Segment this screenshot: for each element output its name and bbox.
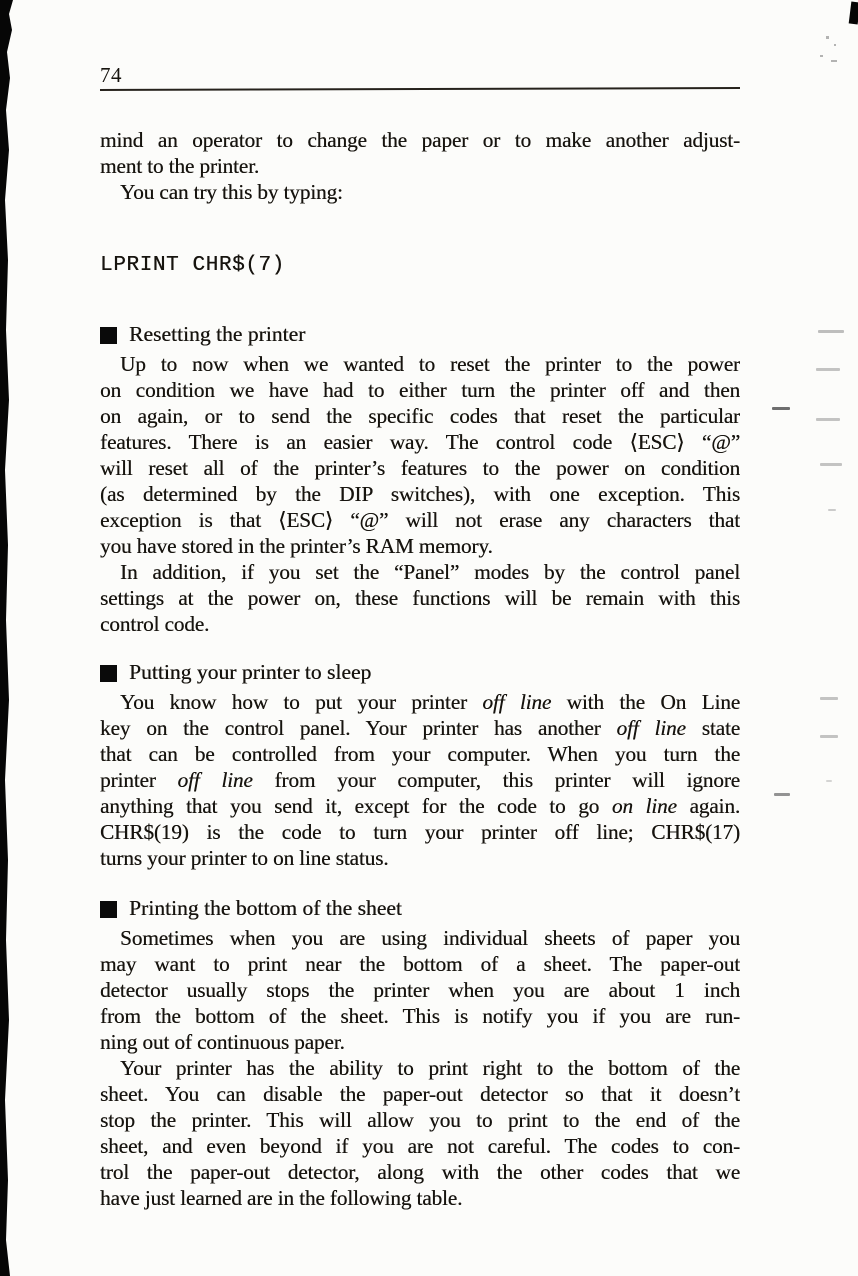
paragraph: Up to now when we wanted to reset the printer to the power on condition we have had to either turn the printer off and then on again, or to send the specific codes that reset the particular features. There is an easier way. The control code ⟨ESC⟩ “@” will reset all of the printer’s features to the power on condition (as determined by the DIP switches), with one exception. This exception is that ⟨ESC⟩ “@” will not erase any characters that you have stored in the printer’s RAM memory. [100,352,740,558]
page-content [100,62,740,1211]
scan-dash [816,368,840,371]
scan-dash [820,697,838,700]
section-putting-printer-to-sleep [100,657,740,871]
section-heading [100,319,740,349]
paragraph: Your printer has the ability to print right to the bottom of the sheet. You can disable the paper-out detector so that it doesn’t stop the printer. This will allow you to print to the end of the sheet, and even beyond if you are not careful. The codes to con- trol the paper-out detector, along with the other codes that we have just learned are in the following table. [100,1056,740,1210]
section-title: Putting your printer to sleep [129,660,372,684]
scan-dash [774,793,790,796]
section-title: Resetting the printer [129,322,306,346]
scan-dash [828,509,836,511]
section-title: Printing the bottom of the sheet [129,896,402,920]
scan-dash [818,330,844,333]
paragraph: You know how to put your printer off line with the On Line key on the control panel. Your printer has another off line state that can be controlled from your computer. When you turn the printer off line from your computer, this printer will ignore anything that you send it, except for the code to go on line again. CHR$(19) is the code to turn your printer off line; CHR$(17) turns your printer to on line status. [100,690,740,870]
section-bullet-icon [100,327,117,344]
section-bullet-icon [100,665,117,682]
section-heading [100,893,740,923]
paragraph-continued: mind an operator to change the paper or to make another adjust- ment to the printer. [100,128,740,178]
paragraph: In addition, if you set the “Panel” modes by the control panel settings at the power on, these functions will be remain with this control code. [100,560,740,636]
section-resetting-the-printer [100,319,740,637]
code-line: LPRINT CHR$(7) [100,254,285,277]
scan-speck [834,44,836,46]
binding-edge-artifact [0,0,16,1276]
scan-corner-artifact [849,2,858,25]
scan-dash [826,780,832,782]
page-number: 74 [100,63,122,87]
page-header [100,62,740,91]
paragraph: Sometimes when you are using individual sheets of paper you may want to print near the bottom of a sheet. The paper-out detector usually stops the printer when you are about 1 inch from the bottom of the sheet. This is notify you if you are run- ning out of continuous paper. [100,926,740,1054]
scan-dash [820,463,842,466]
scan-speck [826,36,829,39]
paragraph-try-typing: You can try this by typing: [120,180,343,204]
scan-dash [820,735,838,738]
scan-speck [820,55,823,57]
scan-speck [831,60,837,62]
scan-dash [816,418,840,421]
scan-dash [772,407,790,410]
section-printing-bottom-of-sheet [100,893,740,1211]
section-heading [100,657,740,687]
section-bullet-icon [100,901,117,918]
